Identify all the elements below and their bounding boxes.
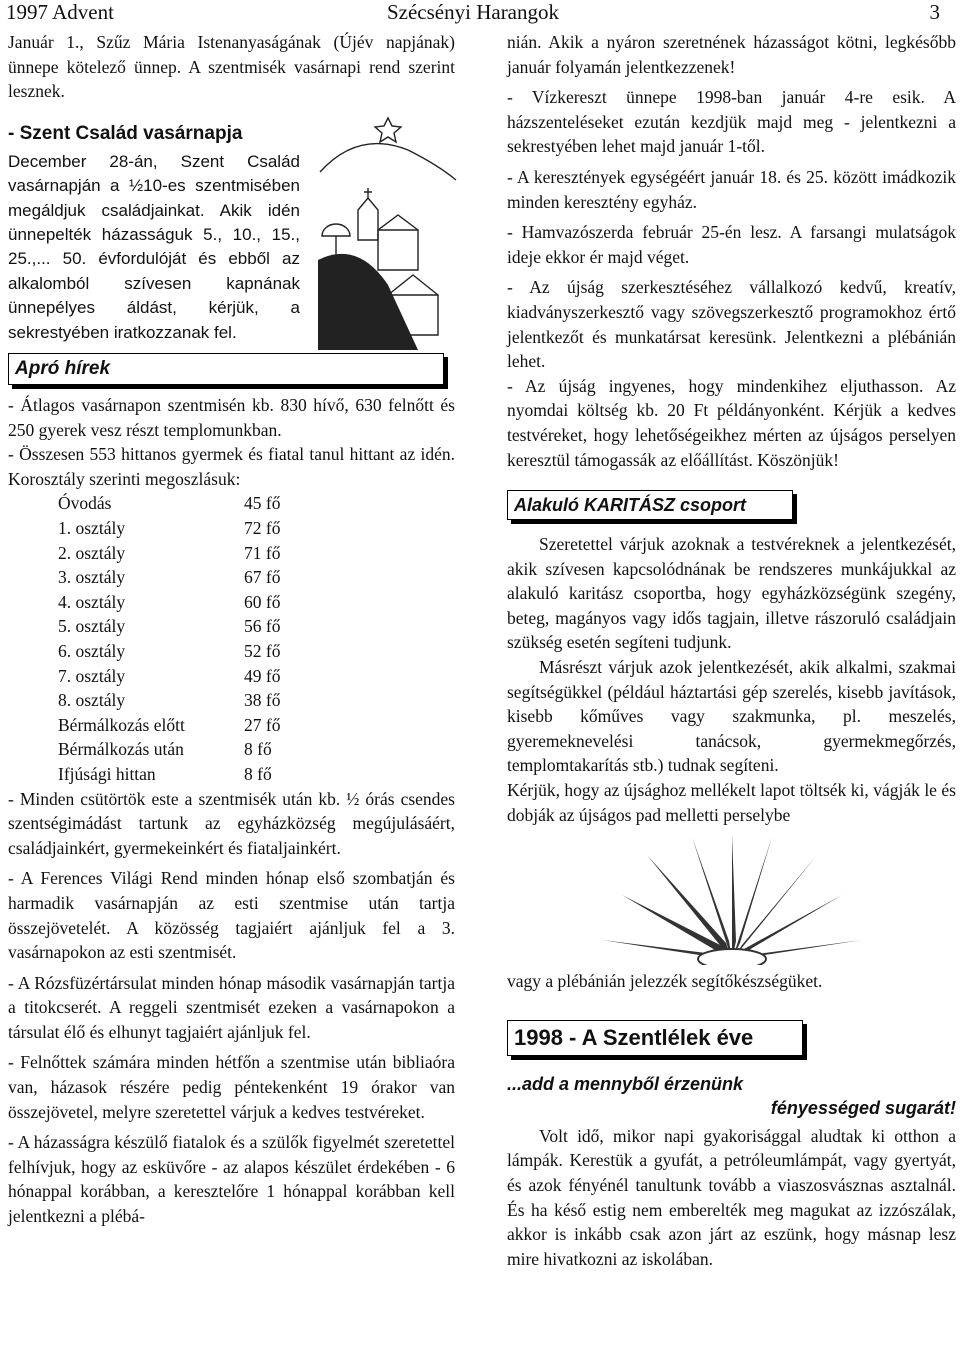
- karitasz-paragraph-1: Szeretettel várjuk azoknak a testvéreknek a jelentkezését, akik szívesen kapcsolódnának be rendszeres munkájukkal az alakuló karitász csoportba, hogy egyházközségünk szegény, beteg, magányos vagy idős tagjain, illetve rászoruló családjain szükség esetén segíteni tudjunk.: [507, 534, 956, 653]
- table-row: 6. osztály 52 fő: [58, 640, 281, 661]
- table-row: 7. osztály 49 fő: [58, 665, 281, 686]
- page-number: 3: [929, 0, 940, 24]
- news-item-epiphany: - Vízkereszt ünnepe 1998-ban január 4-re esik. A házszenteléseket ezután kezdjük majd meg - jelentkezni a sekrestyében lehet majd január 1-től.: [507, 87, 956, 157]
- table-row: Óvodás 45 fő: [58, 493, 281, 514]
- table-row: 2. osztály 71 fő: [58, 542, 281, 563]
- news-item-3: - Minden csütörtök este a szentmisék után kb. ½ órás csendes szentségimádást tartunk az egyházközség megújulásáért, családjainkért, gyermekeinkért és fiataljainkért.: [8, 788, 455, 858]
- year-heading-box: 1998 - A Szentlélek éve: [507, 1020, 803, 1056]
- news-item-unity: - A keresztények egységéért január 18. és 25. között imádkozik minden keresztény egyház.: [507, 166, 956, 212]
- table-row: Bérmálkozás előtt 27 fő: [58, 714, 281, 735]
- karitasz-heading-box: Alakuló KARITÁSZ csoport: [507, 490, 793, 520]
- table-row: 8. osztály 38 fő: [58, 690, 281, 711]
- continuation-paragraph: nián. Akik a nyáron szeretnének házasságot kötni, legkésőbb január folyamán jelentkezzenek!: [507, 32, 956, 77]
- table-row: Bérmálkozás után 8 fő: [58, 739, 272, 760]
- news-item-6: - Felnőttek számára minden hétfőn a szentmise után bibliaóra van, házasok részére pedig péntekenként 19 órakor van összejövetel, melyre szeretettel várjuk a kedves testvéreket.: [8, 1052, 455, 1122]
- issue-label: 1997 Advent: [6, 0, 114, 24]
- karitasz-paragraph-2: Másrészt várjuk azok jelentkezését, akik alkalmi, szakmai segítségükkel (például háztartási gép szerelés, kisebb javítások, kisebb kőműves vagy szakmunka, pl. meszelés, gyeremeknevelési tanácsok, gyermekmegőrzés, templomtakarítás stb.) tudnak segíteni.: [507, 657, 956, 776]
- table-row: 3. osztály 67 fő: [58, 567, 281, 588]
- table-row: 4. osztály 60 fő: [58, 591, 281, 612]
- news-item-editor-wanted: - Az újság szerkesztéséhez vállalkozó kedvű, kreatív, kiadványszerkesztő vagy szövegszerkesztő programokhoz értő jelentkezőt és munkatársat keresünk. Jelentkezni a plébánián lehet.: [507, 277, 956, 372]
- page-header: [6, 0, 940, 24]
- intro-paragraph: Január 1., Szűz Mária Istenanyaságának (Újév napjának) ünnepe kötelező ünnep. A szentmisék vasárnapi rend szerint lesznek.: [8, 32, 455, 102]
- news-item-1: - Átlagos vasárnapon szentmisén kb. 830 hívő, 630 felnőtt és 250 gyerek vesz részt templomunkban.: [8, 395, 455, 440]
- table-row: 1. osztály 72 fő: [58, 518, 281, 538]
- publication-title: Szécsényi Harangok: [386, 0, 560, 24]
- family-paragraph: December 28-án, Szent Család vasárnapján a ½10-es szentmisében megáldjuk családjainkat. Akik idén ünnepelték házasságuk 5., 10., 15., 25.,... 50. évfordulóját és ebből az alkalomból szívesen kapnának ünnepélyes áldást, kérjük, a sekrestyében iratkozzanak fel.: [8, 151, 300, 342]
- slogan-line-1: ...add a mennyből érzenünk: [507, 1073, 744, 1094]
- left-column: [8, 30, 455, 1229]
- essay-paragraph: Volt idő, mikor napi gyakorisággal aludtak ki otthon a lámpák. Kerestük a gyufát, a petróleumlámpát, vagy gyertyát, és azok fényénél tanultunk tovább a viaszosvásznas asztalnál. És ha késő estig nem emberelték meg magukat az izzószálak, akkor is inkább csak azon járt az eszünk, hogy másnap lesz mire hivatkozni az iskolában.: [507, 1125, 956, 1269]
- news-item-ash-wednesday: - Hamvazószerda február 25-én lesz. A farsangi mulatságok ideje ekkor ér majd véget.: [507, 222, 956, 267]
- table-row: 5. osztály 56 fő: [58, 616, 281, 637]
- karitasz-paragraph-3: Kérjük, hogy az újsághoz mellékelt lapot töltsék ki, vágják le és dobják az újságos pad melletti perselybe: [507, 780, 956, 825]
- sun-rays-illustration: [602, 835, 862, 965]
- news-item-free-paper: - Az újság ingyenes, hogy mindenkihez eljuthasson. Az nyomdai költség kb. 20 Ft példányonként. Kérjük a kedves testvéreket, hogy lehetőségeikhez mérten az újságos perselyen keresztül támogassák az előállítást. Köszönjük!: [507, 375, 956, 470]
- slogan-line-2: fényességed sugarát!: [770, 1097, 956, 1118]
- table-row: Ifjúsági hittan 8 fő: [58, 763, 272, 784]
- family-heading: - Szent Család vasárnapja: [8, 122, 243, 144]
- right-column: [507, 30, 956, 1271]
- news-item-2: - Összesen 553 hittanos gyermek és fiatal tanul hittant az idén. Korosztály szerinti megoszlásuk:: [8, 444, 455, 489]
- news-item-5: - A Rózsfüzértársulat minden hónap második vasárnapján tartja a titokcserét. A reggeli szentmisét ezeken a vasárnapokon a társulat élő és elhunyt tagjaiért ajánljuk fel.: [8, 972, 455, 1042]
- news-item-7: - A házasságra készülő fiatalok és a szülők figyelmét szeretettel felhívjuk, hogy az esküvőre - az alapos készület érdekében - 6 hónappal korábban, a keresztelőre 1 hónappal korábban kell jelentkezni a plébá-: [8, 1132, 455, 1227]
- karitasz-paragraph-4: vagy a plébánián jelezzék segítőkészségüket.: [507, 971, 823, 992]
- news-heading-box: Apró hírek: [8, 353, 444, 385]
- enrollment-table: [58, 491, 455, 786]
- news-item-4: - A Ferences Világi Rend minden hónap első szombatján és harmadik vasárnapján az esti szentmise után tartja összejövetelét. A közösség tagjaiért ajánljuk fel a 3. vasárnapokon az esti szentmisét.: [8, 868, 455, 963]
